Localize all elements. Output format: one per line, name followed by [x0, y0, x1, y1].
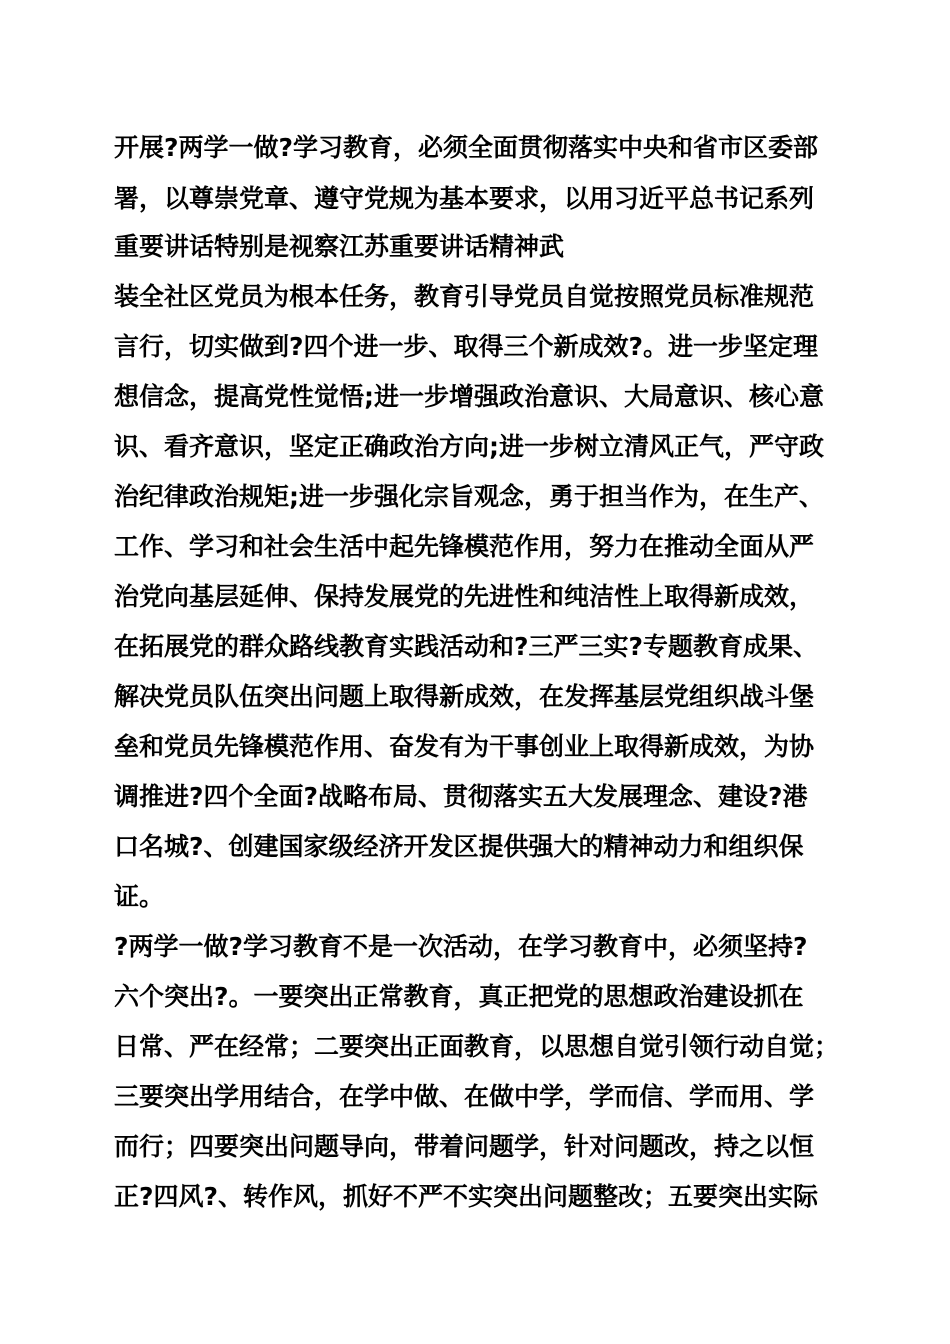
text-line: 六个突出?。一要突出正常教育，真正把党的思想政治建设抓在 [114, 982, 804, 1011]
text-line: 而行；四要突出问题导向，带着问题学，针对问题改，持之以恒 [114, 1132, 815, 1161]
text-line: 想信念，提高党性觉悟;进一步增强政治意识、大局意识、核心意 [114, 382, 825, 411]
text-line: 正?四风?、转作风，抓好不严不实突出问题整改；五要突出实际 [114, 1182, 819, 1211]
text-line: ?两学一做?学习教育不是一次活动，在学习教育中，必须坚持? [114, 932, 808, 961]
text-line: 在拓展党的群众路线教育实践活动和?三严三实?专题教育成果、 [114, 632, 819, 661]
text-line: 解决党员队伍突出问题上取得新成效，在发挥基层党组织战斗堡 [114, 682, 815, 711]
text-line: 工作、学习和社会生活中起先锋模范作用，努力在推动全面从严 [114, 532, 815, 561]
text-line: 开展?两学一做?学习教育，必须全面贯彻落实中央和省市区委部 [114, 133, 819, 162]
text-line: 调推进?四个全面?战略布局、贯彻落实五大发展理念、建设?港 [114, 782, 808, 811]
text-line: 证。 [114, 882, 165, 911]
text-line: 署，以尊崇党章、遵守党规为基本要求，以用习近平总书记系列 [114, 184, 815, 213]
text-line: 日常、严在经常；二要突出正面教育，以思想自觉引领行动自觉； [114, 1032, 840, 1061]
text-line: 垒和党员先锋模范作用、奋发有为干事创业上取得新成效，为协 [114, 732, 815, 761]
text-line: 治党向基层延伸、保持发展党的先进性和纯洁性上取得新成效， [114, 582, 815, 611]
text-line: 治纪律政治规矩;进一步强化宗旨观念，勇于担当作为，在生产、 [114, 482, 825, 511]
text-line: 识、看齐意识，坚定正确政治方向;进一步树立清风正气，严守政 [114, 432, 825, 461]
text-line: 口名城?、创建国家级经济开发区提供强大的精神动力和组织保 [114, 832, 804, 861]
text-line: 言行，切实做到?四个进一步、取得三个新成效?。进一步坚定理 [114, 332, 819, 361]
text-line: 三要突出学用结合，在学中做、在做中学，学而信、学而用、学 [114, 1082, 815, 1111]
text-line: 装全社区党员为根本任务，教育引导党员自觉按照党员标准规范 [114, 282, 815, 311]
text-line: 重要讲话特别是视察江苏重要讲话精神武 [114, 232, 565, 261]
